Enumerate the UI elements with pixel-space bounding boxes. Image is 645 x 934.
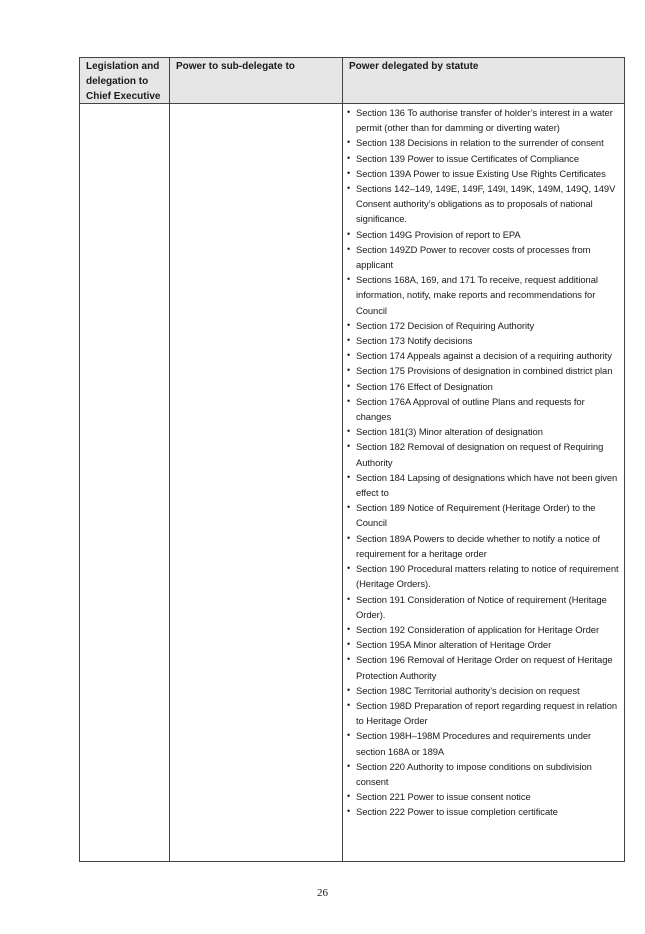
list-item-text: Section 184 Lapsing of designations which have not been given effect to [356,471,618,499]
list-item [347,318,620,333]
list-item [347,151,620,166]
list-item-text: Section 198C Territorial authority’s decision on request [356,684,580,696]
list-item-text: Section 139 Power to issue Certificates of Compliance [356,152,579,164]
list-item-text: Section 139A Power to issue Existing Use Rights Certificates [356,167,606,179]
list-item-text: Section 221 Power to issue consent notice [356,791,531,803]
list-item [347,363,620,378]
header-sub-delegate: Power to sub-delegate to [170,58,343,104]
bullet-icon: • [347,183,351,194]
list-item [347,698,620,728]
list-item-text: Section 172 Decision of Requiring Authority [356,319,535,331]
list-item [347,333,620,348]
list-item-text: Section 149G Provision of report to EPA [356,228,521,240]
bullet-icon: • [347,365,351,376]
list-item-text: Section 190 Procedural matters relating to notice of requirement (Heritage Orders). [356,563,619,590]
list-item [347,394,620,424]
list-item [347,424,620,439]
header-legislation: Legislation and delegation to Chief Executive [80,58,170,104]
list-item-text: Section 136 To authorise transfer of holder’s interest in a water permit (other than for damming or diverting water) [356,107,613,134]
list-item-text: Section 149ZD Power to recover costs of processes from applicant [356,243,591,271]
bullet-icon: • [347,806,351,817]
list-item [347,531,620,561]
bullet-icon: • [347,699,351,710]
list-item [347,652,620,682]
list-item-text: Section 198H–198M Procedures and requirements under section 168A or 189A [356,730,592,757]
list-item [347,242,620,272]
bullet-icon: • [347,335,351,346]
list-item-text: Section 176 Effect of Designation [356,380,493,392]
bullet-icon: • [347,395,351,406]
list-item [347,500,620,530]
list-item-text: Section 173 Notify decisions [356,335,473,347]
list-item-text: Section 138 Decisions in relation to the surrender of consent [356,137,604,149]
list-item-text: Section 182 Removal of designation on request of Requiring Authority [356,441,604,468]
list-item-text: Section 222 Power to issue completion certificate [356,806,558,818]
cell-power-delegated [343,104,624,861]
bullet-icon: • [347,274,351,285]
list-item [347,470,620,500]
bullet-icon: • [347,137,351,148]
list-item-text: Section 198D Preparation of report regarding request in relation to Heritage Order [356,699,618,727]
bullet-icon: • [347,502,351,513]
list-item [347,379,620,394]
list-item [347,683,620,698]
page-number: 26 [317,887,328,899]
list-item [347,135,620,150]
list-item [347,622,620,637]
list-item [347,181,620,227]
list-item [347,166,620,181]
list-item-text: Section 192 Consideration of application for Heritage Order [356,623,600,635]
list-item-text: Section 189A Powers to decide whether to notify a notice of requirement for a heritage order [356,532,601,559]
bullet-icon: • [347,760,351,771]
bullet-icon: • [347,152,351,163]
list-item [347,789,620,804]
bullet-icon: • [347,380,351,391]
list-item-text: Sections 142–149, 149E, 149F, 149I, 149K, 149M, 149Q, 149V Consent authority’s obligations as to proposals of national significance. [356,183,616,225]
cell-sub-delegate [170,104,343,861]
bullet-icon: • [347,532,351,543]
bullet-icon: • [347,623,351,634]
list-item [347,728,620,758]
list-item-text: Section 189 Notice of Requirement (Heritage Order) to the Council [356,502,596,529]
bullet-icon: • [347,654,351,665]
bullet-icon: • [347,791,351,802]
bullet-icon: • [347,350,351,361]
power-list [343,104,624,820]
bullet-icon: • [347,167,351,178]
list-item-text: Sections 168A, 169, and 171 To receive, request additional information, notify, make reports and recommendations for Council [356,274,598,316]
list-item [347,272,620,318]
list-item [347,348,620,363]
bullet-icon: • [347,441,351,452]
list-item [347,759,620,789]
list-item [347,439,620,469]
list-item [347,592,620,622]
bullet-icon: • [347,107,351,117]
list-item-text: Section 196 Removal of Heritage Order on request of Heritage Protection Authority [356,654,613,681]
bullet-icon: • [347,228,351,239]
list-item [347,804,620,819]
list-item-text: Section 195A Minor alteration of Heritage Order [356,639,552,651]
bullet-icon: • [347,639,351,650]
bullet-icon: • [347,730,351,741]
header-power-delegated: Power delegated by statute [343,58,624,104]
list-item-text: Section 176A Approval of outline Plans and requests for changes [356,395,585,423]
bullet-icon: • [347,563,351,574]
list-item [347,637,620,652]
list-item-text: Section 220 Authority to impose conditions on subdivision consent [356,760,592,787]
list-item-text: Section 175 Provisions of designation in combined district plan [356,365,613,377]
delegation-table [79,57,625,862]
cell-legislation [80,104,170,861]
bullet-icon: • [347,426,351,437]
bullet-icon: • [347,471,351,482]
bullet-icon: • [347,319,351,330]
bullet-icon: • [347,243,351,254]
list-item-text: Section 174 Appeals against a decision of a requiring authority [356,350,612,362]
list-item [347,105,620,135]
bullet-icon: • [347,593,351,604]
list-item-text: Section 191 Consideration of Notice of requirement (Heritage Order). [356,593,607,620]
list-item-text: Section 181(3) Minor alteration of designation [356,426,543,438]
list-item [347,227,620,242]
bullet-icon: • [347,684,351,695]
list-item [347,561,620,591]
